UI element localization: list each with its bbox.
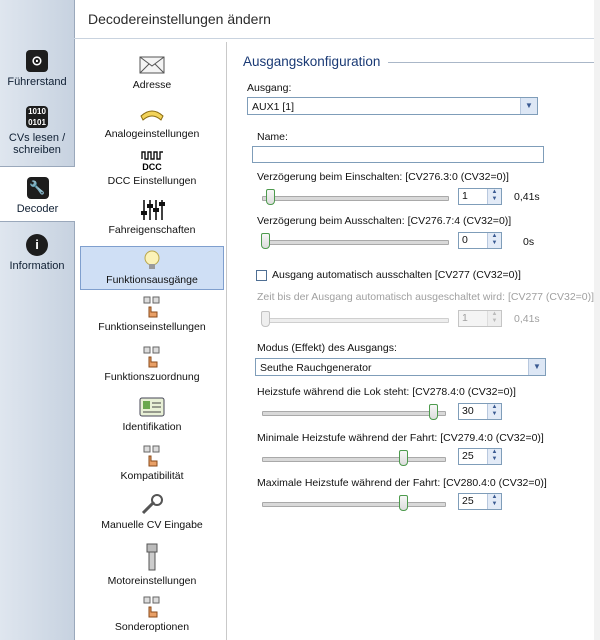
heat-min-label: Minimale Heizstufe während der Fahrt: [CV279.4:0 (CV32=0)]: [257, 432, 544, 444]
ausgang-select[interactable]: [247, 97, 538, 115]
wrench-icon: 🔧: [27, 177, 49, 199]
sliders-icon: [139, 199, 165, 221]
auto-off-time-unit: 0,41s: [514, 313, 540, 325]
auto-off-time-value: 1: [462, 312, 468, 324]
nav-fuehrerstand[interactable]: [0, 50, 74, 88]
category-analogeinstellungen[interactable]: [80, 103, 224, 140]
ausgang-label: Ausgang:: [247, 82, 292, 94]
mode-select[interactable]: [255, 358, 546, 376]
chevron-down-icon: ▼: [528, 359, 545, 375]
category-identifikation[interactable]: [80, 396, 224, 433]
off-delay-stepper[interactable]: [458, 232, 502, 249]
category-label: Funktionseinstellungen: [98, 321, 206, 333]
spin-arrows-icon[interactable]: ▲ ▼: [487, 189, 501, 204]
on-delay-slider[interactable]: [262, 196, 449, 201]
panel-scrollbar[interactable]: [594, 0, 600, 640]
title-divider: [74, 38, 600, 39]
window-title: Decodereinstellungen ändern: [88, 11, 271, 27]
spin-arrows-icon[interactable]: ▲ ▼: [487, 449, 501, 464]
mode-label: Modus (Effekt) des Ausgangs:: [257, 342, 397, 354]
off-delay-label: Verzögerung beim Ausschalten: [CV276.7:4 (CV32=0)]: [257, 215, 512, 227]
name-label: Name:: [257, 131, 288, 143]
nav-cvs-lesen-schreiben[interactable]: [0, 106, 74, 156]
auto-off-time-slider-thumb: [261, 311, 270, 327]
category-label: Identifikation: [122, 421, 182, 433]
binary-icon: 1010 0101: [26, 106, 48, 128]
nav-information[interactable]: [0, 234, 74, 272]
on-delay-value: 1: [462, 190, 468, 202]
category-fahreigenschaften[interactable]: [80, 199, 224, 236]
spin-arrows-icon[interactable]: ▲ ▼: [487, 233, 501, 248]
heat-min-value: 25: [462, 450, 474, 462]
nav-label: Decoder: [16, 203, 59, 215]
envelope-icon: [139, 54, 165, 76]
heat-max-slider-thumb[interactable]: [399, 495, 408, 511]
category-adresse[interactable]: [80, 54, 224, 91]
category-funktionsausgaenge[interactable]: [80, 246, 224, 290]
hand-buttons-icon: [139, 596, 165, 618]
nav-label: CVs lesen / schreiben: [8, 132, 66, 156]
spin-arrows-icon: ▲ ▼: [487, 311, 501, 326]
id-card-icon: [139, 396, 165, 418]
ausgang-value: AUX1 [1]: [252, 101, 295, 113]
category-label: Fahreigenschaften: [108, 224, 196, 236]
category-label: Motoreinstellungen: [107, 575, 197, 587]
mode-value: Seuthe Rauchgenerator: [260, 362, 372, 374]
section-divider: [388, 62, 595, 63]
category-label: Sonderoptionen: [114, 621, 190, 633]
heat-stand-label: Heizstufe während die Lok steht: [CV278.4:0 (CV32=0)]: [257, 386, 516, 398]
heat-min-stepper[interactable]: [458, 448, 502, 465]
heat-stand-value: 30: [462, 405, 474, 417]
dcc-icon: [139, 150, 165, 172]
auto-off-time-slider: [262, 318, 449, 323]
hand-buttons-icon: [139, 445, 165, 467]
heat-max-slider[interactable]: [262, 502, 446, 507]
motor-icon: [139, 542, 165, 572]
auto-off-time-label: Zeit bis der Ausgang automatisch ausgeschaltet wird: [CV277 (CV32=0)]: [257, 291, 595, 303]
category-label: DCC Einstellungen: [107, 175, 197, 187]
off-delay-value: 0: [462, 234, 468, 246]
svg-text:DCC: DCC: [142, 162, 162, 172]
heat-stand-slider-thumb[interactable]: [429, 404, 438, 420]
category-label: Funktionsausgänge: [106, 274, 198, 286]
heat-stand-slider[interactable]: [262, 411, 446, 416]
main-navigation: [0, 0, 75, 640]
category-sonderoptionen[interactable]: [80, 596, 224, 633]
spin-arrows-icon[interactable]: ▲ ▼: [487, 404, 501, 419]
heat-max-value: 25: [462, 495, 474, 507]
category-kompatibilitaet[interactable]: [80, 445, 224, 482]
info-icon: i: [26, 234, 48, 256]
off-delay-unit: 0s: [523, 236, 535, 248]
on-delay-slider-thumb[interactable]: [266, 189, 275, 205]
heat-max-stepper[interactable]: [458, 493, 502, 510]
nav-decoder[interactable]: [0, 166, 75, 222]
spin-arrows-icon[interactable]: ▲ ▼: [487, 494, 501, 509]
category-dcc-einstellungen[interactable]: [80, 150, 224, 187]
heat-stand-stepper[interactable]: [458, 403, 502, 420]
hand-buttons-icon: [139, 346, 165, 368]
category-label: Adresse: [132, 79, 172, 91]
auto-off-label: Ausgang automatisch ausschalten [CV277 (CV32=0)]: [272, 269, 521, 281]
on-delay-unit: 0,41s: [514, 191, 540, 203]
category-label: Funktionszuordnung: [104, 371, 200, 383]
auto-off-time-stepper: [458, 310, 502, 327]
nav-label: Information: [9, 260, 65, 272]
off-delay-slider[interactable]: [262, 240, 449, 245]
category-motoreinstellungen[interactable]: [80, 542, 224, 587]
section-title: Ausgangskonfiguration: [243, 54, 381, 69]
lightbulb-icon: [139, 249, 165, 271]
heat-min-slider[interactable]: [262, 457, 446, 462]
off-delay-slider-thumb[interactable]: [261, 233, 270, 249]
on-delay-label: Verzögerung beim Einschalten: [CV276.3:0 (CV32=0)]: [257, 171, 509, 183]
category-list[interactable]: [78, 42, 227, 640]
wrench-icon: [139, 494, 165, 516]
category-label: Analogeinstellungen: [104, 128, 200, 140]
auto-off-checkbox[interactable]: [256, 270, 267, 281]
nav-label: Führerstand: [7, 76, 67, 88]
category-manuelle-cv-eingabe[interactable]: [80, 494, 224, 531]
heat-max-label: Maximale Heizstufe während der Fahrt: [CV280.4:0 (CV32=0)]: [257, 477, 547, 489]
hand-buttons-icon: [139, 296, 165, 318]
heat-min-slider-thumb[interactable]: [399, 450, 408, 466]
category-funktionseinstellungen[interactable]: [80, 296, 224, 333]
name-field[interactable]: [252, 146, 544, 163]
on-delay-stepper[interactable]: [458, 188, 502, 205]
chevron-down-icon: ▼: [520, 98, 537, 114]
analog-icon: [139, 103, 165, 125]
throttle-icon: ⊙: [26, 50, 48, 72]
category-label: Kompatibilität: [120, 470, 184, 482]
category-label: Manuelle CV Eingabe: [101, 519, 203, 531]
category-funktionszuordnung[interactable]: [80, 346, 224, 383]
